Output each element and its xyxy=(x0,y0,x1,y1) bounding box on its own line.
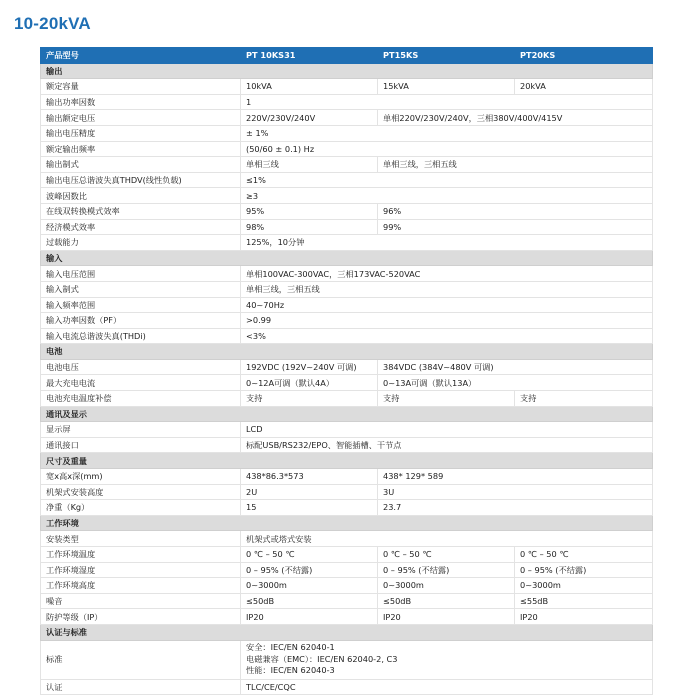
row-value-3: 0 – 95% (不结露) xyxy=(515,562,653,578)
row-value-2: 单相220V/230V/240V，三相380V/400V/415V xyxy=(378,110,653,126)
row-value-2: ≤50dB xyxy=(378,593,515,609)
row-value-1: 机架式或塔式安装 xyxy=(241,531,653,547)
table-row xyxy=(41,266,653,282)
row-label: 净重（Kg） xyxy=(41,500,241,516)
header-model-1: PT 10KS31 xyxy=(241,48,378,64)
row-value-1: >0.99 xyxy=(241,313,653,329)
row-value-2: 15kVA xyxy=(378,79,515,95)
section-title: 输入 xyxy=(41,250,653,266)
table-header-row xyxy=(41,48,653,64)
table-row xyxy=(41,609,653,625)
row-label: 宽x高x深(mm) xyxy=(41,469,241,485)
row-label: 输出电压总谐波失真THDV(线性负载) xyxy=(41,172,241,188)
row-value-1: 125%，10分钟 xyxy=(241,235,653,251)
row-label: 输入制式 xyxy=(41,281,241,297)
row-value-2: 96% xyxy=(378,203,653,219)
spec-table xyxy=(40,47,653,695)
row-value-1: 15 xyxy=(241,500,378,516)
table-row xyxy=(41,484,653,500)
row-value-1: IP20 xyxy=(241,609,378,625)
row-value-1: ≥3 xyxy=(241,188,653,204)
row-label: 输入电压范围 xyxy=(41,266,241,282)
table-row xyxy=(41,531,653,547)
row-value-2: 0~3000m xyxy=(378,578,515,594)
row-value-3: IP20 xyxy=(515,609,653,625)
section-title: 尺寸及重量 xyxy=(41,453,653,469)
standard-line: 安全：IEC/EN 62040-1 xyxy=(246,642,335,653)
row-label: 经济模式效率 xyxy=(41,219,241,235)
table-row xyxy=(41,391,653,407)
row-label: 标准 xyxy=(41,640,241,679)
table-row xyxy=(41,79,653,95)
row-value-2: 99% xyxy=(378,219,653,235)
section-title: 电池 xyxy=(41,344,653,360)
section-title: 工作环境 xyxy=(41,515,653,531)
row-value-1: 1 xyxy=(241,94,653,110)
spec-table-body xyxy=(41,48,653,695)
table-row xyxy=(41,500,653,516)
row-value-1: <3% xyxy=(241,328,653,344)
table-row xyxy=(41,640,653,679)
row-value-1: 192VDC (192V~240V 可调) xyxy=(241,359,378,375)
standard-line: 性能：IEC/EN 62040-3 xyxy=(246,665,335,676)
table-row xyxy=(41,437,653,453)
row-label: 认证 xyxy=(41,679,241,695)
row-label: 过载能力 xyxy=(41,235,241,251)
table-row xyxy=(41,547,653,563)
row-value-3: 0 ℃ – 50 ℃ xyxy=(515,547,653,563)
table-row xyxy=(41,157,653,173)
row-value-1: 2U xyxy=(241,484,378,500)
row-value-2: 384VDC (384V~480V 可调) xyxy=(378,359,653,375)
row-label: 波峰因数比 xyxy=(41,188,241,204)
row-label: 工作环境湿度 xyxy=(41,562,241,578)
row-label: 额定容量 xyxy=(41,79,241,95)
table-row xyxy=(41,375,653,391)
section-header-row xyxy=(41,63,653,79)
row-value-1: 单相三线，三相五线 xyxy=(241,281,653,297)
row-value-2: 0 – 95% (不结露) xyxy=(378,562,515,578)
row-value-1: 95% xyxy=(241,203,378,219)
table-row xyxy=(41,235,653,251)
row-value-2: 23.7 xyxy=(378,500,653,516)
row-value-2: 单相三线，三相五线 xyxy=(378,157,653,173)
row-value-1: 10kVA xyxy=(241,79,378,95)
row-value-1: ± 1% xyxy=(241,125,653,141)
table-row xyxy=(41,313,653,329)
row-value-1: 支持 xyxy=(241,391,378,407)
table-row xyxy=(41,679,653,695)
row-label: 输入电流总谐波失真(THDi) xyxy=(41,328,241,344)
row-value-1: 438*86.3*573 xyxy=(241,469,378,485)
section-header-row xyxy=(41,344,653,360)
header-model-3: PT20KS xyxy=(515,48,653,64)
row-value-2: 支持 xyxy=(378,391,515,407)
row-label: 安装类型 xyxy=(41,531,241,547)
table-row xyxy=(41,281,653,297)
header-model-2: PT15KS xyxy=(378,48,515,64)
section-header-row xyxy=(41,515,653,531)
page-title: 10-20kVA xyxy=(14,14,91,33)
section-title: 输出 xyxy=(41,63,653,79)
row-label: 输入频率范围 xyxy=(41,297,241,313)
row-value-1: ≤50dB xyxy=(241,593,378,609)
table-row xyxy=(41,188,653,204)
row-label: 工作环境高度 xyxy=(41,578,241,594)
row-value-1: 标配USB/RS232/EPO、智能插槽、干节点 xyxy=(241,437,653,453)
header-label: 产品型号 xyxy=(41,48,241,64)
row-value-2: 0 ℃ – 50 ℃ xyxy=(378,547,515,563)
section-header-row xyxy=(41,250,653,266)
table-row xyxy=(41,203,653,219)
section-title: 认证与标准 xyxy=(41,624,653,640)
standard-line: 电磁兼容（EMC）：IEC/EN 62040-2, C3 xyxy=(246,653,398,664)
table-row xyxy=(41,172,653,188)
table-row xyxy=(41,297,653,313)
row-label: 额定输出频率 xyxy=(41,141,241,157)
row-value-1: 0~12A可调（默认4A） xyxy=(241,375,378,391)
table-row xyxy=(41,578,653,594)
table-row xyxy=(41,469,653,485)
row-value-2: 3U xyxy=(378,484,653,500)
table-row xyxy=(41,422,653,438)
row-label: 防护等级（IP） xyxy=(41,609,241,625)
section-header-row xyxy=(41,406,653,422)
row-value-3: 0~3000m xyxy=(515,578,653,594)
row-label: 电池电压 xyxy=(41,359,241,375)
table-row xyxy=(41,110,653,126)
row-label: 通讯接口 xyxy=(41,437,241,453)
row-label: 输出额定电压 xyxy=(41,110,241,126)
row-label: 机架式安装高度 xyxy=(41,484,241,500)
row-value-1: 0 – 95% (不结露) xyxy=(241,562,378,578)
section-title: 通讯及显示 xyxy=(41,406,653,422)
table-row xyxy=(41,359,653,375)
row-value-1: 单相三线 xyxy=(241,157,378,173)
row-value-1: LCD xyxy=(241,422,653,438)
table-row xyxy=(41,141,653,157)
row-value-1: 98% xyxy=(241,219,378,235)
row-label: 电池充电温度补偿 xyxy=(41,391,241,407)
section-header-row xyxy=(41,453,653,469)
row-label: 显示屏 xyxy=(41,422,241,438)
section-header-row xyxy=(41,624,653,640)
row-value-1: 0~3000m xyxy=(241,578,378,594)
table-row xyxy=(41,328,653,344)
row-value-3: 20kVA xyxy=(515,79,653,95)
row-value-1: 单相100VAC-300VAC，三相173VAC-520VAC xyxy=(241,266,653,282)
table-row xyxy=(41,94,653,110)
row-value-2: 438* 129* 589 xyxy=(378,469,653,485)
row-label: 输入功率因数（PF） xyxy=(41,313,241,329)
row-value-1: TLC/CE/CQC xyxy=(241,679,653,695)
row-value-1 xyxy=(241,640,653,679)
row-value-1: 220V/230V/240V xyxy=(241,110,378,126)
table-row xyxy=(41,219,653,235)
table-row xyxy=(41,593,653,609)
row-value-1: 40~70Hz xyxy=(241,297,653,313)
row-label: 噪音 xyxy=(41,593,241,609)
row-label: 输出功率因数 xyxy=(41,94,241,110)
table-row xyxy=(41,562,653,578)
row-value-2: 0~13A可调（默认13A） xyxy=(378,375,653,391)
row-label: 工作环境温度 xyxy=(41,547,241,563)
row-value-3: ≤55dB xyxy=(515,593,653,609)
row-value-1: 0 ℃ – 50 ℃ xyxy=(241,547,378,563)
row-label: 最大充电电流 xyxy=(41,375,241,391)
row-label: 在线双转换模式效率 xyxy=(41,203,241,219)
table-row xyxy=(41,125,653,141)
row-label: 输出制式 xyxy=(41,157,241,173)
row-value-1: ≤1% xyxy=(241,172,653,188)
row-label: 输出电压精度 xyxy=(41,125,241,141)
row-value-3: 支持 xyxy=(515,391,653,407)
row-value-1: (50/60 ± 0.1) Hz xyxy=(241,141,653,157)
row-value-2: IP20 xyxy=(378,609,515,625)
